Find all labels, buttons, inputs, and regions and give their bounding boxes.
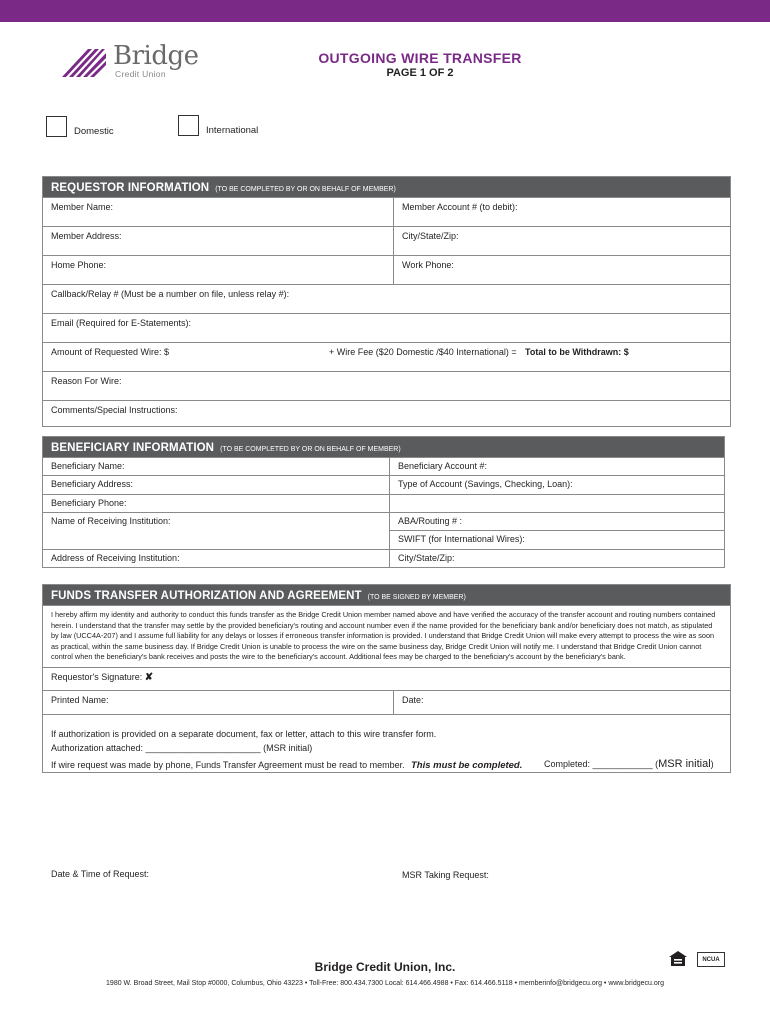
- requestor-row-amount: [43, 342, 730, 371]
- signature-label: Requestor's Signature:: [51, 671, 143, 682]
- agreement-heading: FUNDS TRANSFER AUTHORIZATION AND AGREEMENT: [51, 590, 362, 602]
- footer-address: 1980 W. Broad Street, Mail Stop #0000, Columbus, Ohio 43223 • Toll-Free: 800.434.7300 Local: 614.466.4988 • Fax: 614.466.5118 • memberinfo@bridgecu.org • www.bridgecu.org: [106, 980, 664, 987]
- equal-housing-lender-icon: [668, 950, 688, 968]
- phone-request-line: [51, 758, 730, 772]
- beneficiary-row-phone: [43, 494, 724, 512]
- printed-name-row: [43, 690, 730, 714]
- requestor-row-reason: [43, 371, 730, 400]
- beneficiary-row-address: [43, 475, 724, 494]
- wire-fee-label: + Wire Fee ($20 Domestic /$40 International) =: [329, 347, 517, 357]
- domestic-label: Domestic: [74, 126, 114, 137]
- agreement-text: I hereby affirm my identity and authority to conduct this funds transfer as the Bridge Credit Union member named above and have verified the accuracy of the transfer account and routing numbers contained herein. I understand that the transfer may settle by the provided beneficiary's routing and account number even if the name provided for the beneficiary bank and/or beneficiary does not match, as stipulated by law (UCC4A-207) and I assume full liability for any delays or losses if erroneous transfer information is provided. I understand that Bridge Credit Union will make every attempt to process the wire as soon as practical, within the same business day. If Bridge Credit Union is unable to process the wire on the same business day, Bridge Credit Union will notify me. I understand that Bridge Credit Union cannot control when the beneficiary's bank receives and posts the wire to the beneficiary's account. Additional fees may be charged to the beneficiary's account by the beneficiary's bank.: [43, 605, 730, 667]
- must-complete-note: This must be completed.: [411, 759, 523, 771]
- reason-field[interactable]: Reason For Wire:: [51, 376, 122, 386]
- requestor-row-phone: [43, 255, 730, 284]
- account-type-field[interactable]: Type of Account (Savings, Checking, Loan):: [389, 476, 724, 494]
- callback-field[interactable]: Callback/Relay # (Must be a number on file, unless relay #):: [51, 289, 290, 299]
- signature-row: [43, 667, 730, 690]
- date-time-request-field[interactable]: Date & Time of Request:: [51, 869, 150, 879]
- international-label: International: [206, 125, 259, 136]
- beneficiary-row-name: [43, 457, 724, 475]
- beneficiary-account-field[interactable]: Beneficiary Account #:: [389, 458, 724, 475]
- beneficiary-note: (TO BE COMPLETED BY OR ON BEHALF OF MEMBER): [220, 446, 401, 453]
- beneficiary-section: [42, 436, 725, 568]
- aba-routing-field[interactable]: ABA/Routing # :: [390, 513, 724, 531]
- receiving-institution-field[interactable]: Name of Receiving Institution:: [51, 516, 171, 526]
- form-title: OUTGOING WIRE TRANSFER: [318, 50, 522, 66]
- authorization-block: [43, 714, 730, 772]
- sign-here-x-icon: ✘: [144, 671, 154, 683]
- swift-field[interactable]: SWIFT (for International Wires):: [398, 534, 525, 544]
- beneficiary-phone-blank: [389, 495, 724, 512]
- routing-cell: [389, 513, 724, 549]
- close-paren: ): [710, 758, 714, 769]
- email-field[interactable]: Email (Required for E-Statements):: [51, 318, 192, 328]
- international-checkbox[interactable]: [178, 115, 199, 136]
- top-brand-bar: [0, 0, 770, 22]
- requestor-row-email: [43, 313, 730, 342]
- beneficiary-phone-field[interactable]: Beneficiary Phone:: [51, 498, 127, 508]
- requestor-row-address: [43, 226, 730, 255]
- institution-address-field[interactable]: Address of Receiving Institution:: [51, 553, 180, 563]
- phone-request-note: If wire request was made by phone, Funds Transfer Agreement must be read to member.: [51, 759, 405, 770]
- requestor-row-name: [43, 197, 730, 226]
- footer-company-name: Bridge Credit Union, Inc.: [314, 960, 456, 974]
- msr-taking-request-field[interactable]: MSR Taking Request:: [402, 870, 489, 880]
- requestor-heading: REQUESTOR INFORMATION: [51, 182, 210, 194]
- authorization-note: If authorization is provided on a separate document, fax or letter, attach to this wire transfer form.: [51, 728, 437, 739]
- ncua-logo: NCUA: [697, 952, 725, 967]
- member-name-field[interactable]: Member Name:: [51, 202, 114, 212]
- requestor-row-callback: [43, 284, 730, 313]
- logo-stripes-icon: [60, 44, 112, 78]
- completed-field[interactable]: [544, 758, 714, 770]
- beneficiary-row-institution: [43, 512, 724, 549]
- beneficiary-name-field[interactable]: Beneficiary Name:: [51, 461, 125, 471]
- requestor-note: (TO BE COMPLETED BY OR ON BEHALF OF MEMBER): [215, 186, 396, 193]
- total-withdrawn-label: Total to be Withdrawn: $: [525, 347, 629, 357]
- agreement-header: [43, 585, 730, 605]
- msr-initial-label: MSR initial: [658, 757, 711, 770]
- city-state-zip-field[interactable]: City/State/Zip:: [393, 227, 730, 255]
- member-address-field[interactable]: Member Address:: [51, 231, 122, 241]
- institution-city-field[interactable]: City/State/Zip:: [389, 550, 724, 567]
- printed-name-field[interactable]: Printed Name:: [51, 694, 109, 705]
- beneficiary-heading: BENEFICIARY INFORMATION: [51, 442, 215, 454]
- bridge-logo: [60, 41, 210, 84]
- date-field[interactable]: Date:: [393, 691, 730, 714]
- authorization-attached-field[interactable]: Authorization attached: _______________________ (MSR initial): [51, 742, 313, 753]
- domestic-checkbox[interactable]: [46, 116, 67, 137]
- agreement-note: (TO BE SIGNED BY MEMBER): [367, 594, 466, 601]
- logo-subtitle: Credit Union: [115, 69, 166, 79]
- signature-field[interactable]: [43, 668, 730, 690]
- beneficiary-row-inst-address: [43, 549, 724, 567]
- page-indicator: PAGE 1 OF 2: [386, 67, 454, 79]
- work-phone-field[interactable]: Work Phone:: [393, 256, 730, 284]
- comments-field[interactable]: Comments/Special Instructions:: [51, 405, 178, 415]
- home-phone-field[interactable]: Home Phone:: [51, 260, 107, 270]
- completed-label: Completed: ____________ (: [544, 758, 659, 769]
- requestor-section: [42, 176, 731, 427]
- logo-name: Bridge: [113, 41, 199, 71]
- agreement-section: [42, 584, 731, 773]
- requestor-header: [43, 177, 730, 197]
- member-account-field[interactable]: Member Account # (to debit):: [393, 198, 730, 226]
- beneficiary-address-field[interactable]: Beneficiary Address:: [51, 479, 134, 489]
- amount-field[interactable]: Amount of Requested Wire: $: [51, 347, 170, 357]
- requestor-row-comments: [43, 400, 730, 426]
- beneficiary-header: [43, 437, 724, 457]
